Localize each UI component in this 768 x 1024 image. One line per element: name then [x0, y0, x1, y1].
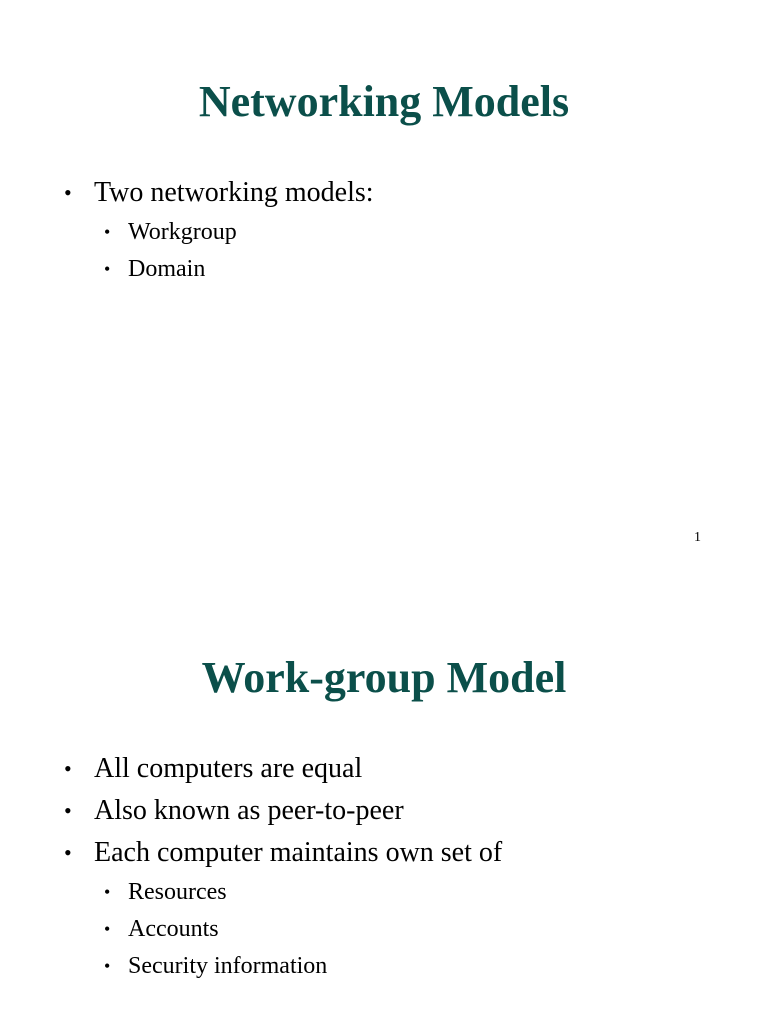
- bullet-icon: •: [104, 956, 111, 976]
- slide-work-group-model: [0, 578, 768, 1024]
- sub-bullet-item: [0, 911, 768, 948]
- sub-bullet-item: [0, 214, 768, 251]
- bullet-text: Two networking models:: [94, 177, 374, 208]
- bullet-text: Also known as peer-to-peer: [94, 795, 404, 826]
- bullet-item: [0, 172, 768, 214]
- sub-bullet-text: Domain: [128, 256, 206, 282]
- sub-bullet-text: Security information: [128, 953, 328, 979]
- bullet-icon: •: [64, 756, 72, 781]
- page-number: 1: [694, 530, 701, 545]
- bullet-list: [0, 748, 768, 985]
- bullet-icon: •: [104, 222, 111, 242]
- bullet-icon: •: [64, 840, 72, 865]
- sub-bullet-item: [0, 948, 768, 985]
- sub-bullet-item: [0, 874, 768, 911]
- sub-bullet-text: Resources: [128, 879, 227, 905]
- bullet-item: [0, 748, 768, 790]
- sub-bullet-item: [0, 251, 768, 288]
- slide-title: Networking Models: [198, 77, 570, 126]
- bullet-text: Each computer maintains own set of: [94, 837, 503, 868]
- sub-bullet-text: Accounts: [128, 916, 219, 942]
- bullet-list: [0, 172, 768, 288]
- bullet-item: [0, 790, 768, 832]
- bullet-icon: •: [104, 882, 111, 902]
- bullet-icon: •: [104, 259, 111, 279]
- bullet-icon: •: [64, 180, 72, 205]
- sub-bullet-text: Workgroup: [128, 219, 237, 245]
- bullet-icon: •: [104, 919, 111, 939]
- bullet-item: [0, 832, 768, 874]
- bullet-text: All computers are equal: [94, 753, 363, 784]
- slide-title: Work-group Model: [201, 653, 567, 702]
- bullet-icon: •: [64, 798, 72, 823]
